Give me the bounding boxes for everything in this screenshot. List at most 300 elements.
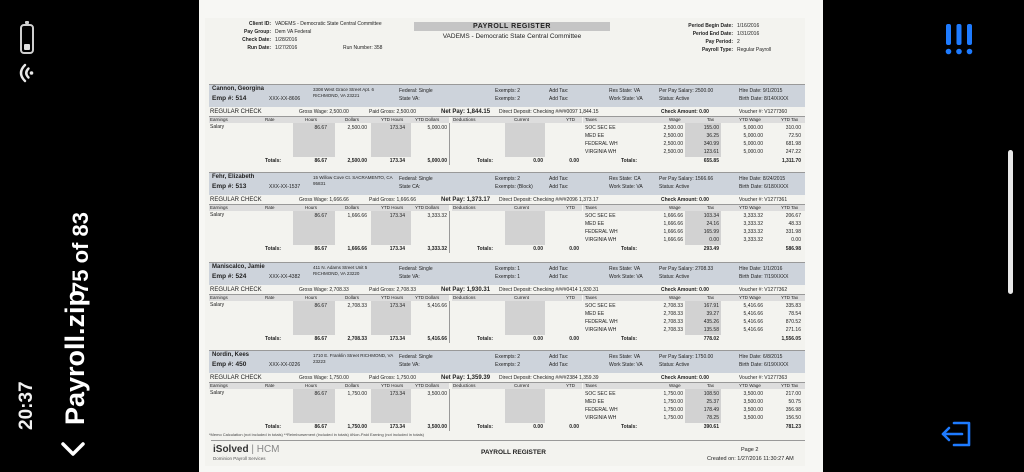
tax-row [583,149,805,156]
tax-row [583,221,805,228]
field-value: SOC SEC EE [585,391,616,397]
field-value: 86.67 [314,303,327,309]
tax-row [583,213,805,220]
field-value: Salary [210,390,225,396]
field-value: Exempts: 2 [495,354,521,360]
field-value: Totals: [621,336,638,342]
field-value: 870.52 [785,319,801,325]
field-value: REGULAR CHECK [210,109,262,115]
field-value: 0.00 [533,424,543,430]
field-value: Check Amount: 0.00 [661,109,709,115]
field-value: FEDERAL WH [585,319,618,325]
field-value: 1,750.00 [663,415,683,421]
field-value: Add Tax: [549,184,569,190]
field-value: 390.61 [703,424,719,430]
employee-info-bar [209,85,805,107]
field-value: Taxes [585,383,597,388]
field-value: 0.00 [569,336,579,342]
field-value: 3,500.00 [743,407,763,413]
field-value: Rate [265,383,275,388]
field-value: Rate [265,117,275,122]
field-value: 1,750.00 [663,407,683,413]
field-value: 2,708.33 [663,319,683,325]
field-value: Federal: Single [399,88,433,94]
field-value: Taxes [585,295,597,300]
field-value: Work State: VA [609,362,643,368]
field-value: 586.98 [785,246,801,252]
field-value: 5,416.66 [427,336,447,342]
field-value: Direct Deposit: Checking ####2384 1,359.39 [499,375,599,381]
tax-row [583,319,805,326]
field-value: YTD Hours [381,295,404,300]
net-pay: Net Pay: 1,930.31 [441,287,491,293]
field-value: Tax [707,117,715,122]
logo-subtitle: Dominion Payroll Services [213,456,266,461]
employee-number: Emp #: 450 [212,361,247,368]
field-value: YTD Wage [739,383,761,388]
field-value: Exempts: 2 [495,96,521,102]
field-value: 103.34 [703,213,719,219]
field-value: 173.34 [389,125,405,131]
field-value: Status: Active [659,96,690,102]
field-value: 39.27 [706,311,719,317]
field-value: 173.34 [389,336,405,342]
right-toolbar [924,0,1024,472]
field-value: 86.67 [314,391,327,397]
employee-info-bar [209,263,805,285]
field-value: 0.00 [709,237,719,243]
field-value: 25.37 [706,399,719,405]
employee-name: Cannon, Georgina [212,86,265,92]
field-value: YTD Hours [381,205,404,210]
field-value: 1,750.00 [663,391,683,397]
field-value: 655.85 [703,158,719,164]
field-value: Totals: [621,246,638,252]
field-value: 3,333.32 [427,213,447,219]
field-value: 331.98 [785,229,801,235]
field-value: Paid Gross: 2,500.00 [369,109,416,115]
field-value: Dollars [345,117,360,122]
field-value: Exempts: 2 [495,176,521,182]
field-value: 681.98 [785,141,801,147]
field-value: Dollars [345,383,360,388]
totals-row [209,424,805,432]
field-value: 271.16 [785,327,801,333]
tax-row [583,141,805,148]
footer [211,440,805,465]
field-value: 0.00 [533,246,543,252]
field-value: 2,500.00 [663,141,683,147]
field-value: 5,000.00 [427,158,447,164]
field-value: Earnings [210,295,228,300]
field-value: 78.25 [706,415,719,421]
field-value: 3,333.32 [743,229,763,235]
employee-address: 411 N. Adams Street Unit 5 RICHMOND, VA 23220 [313,265,368,276]
field-value: 2,708.33 [663,311,683,317]
field-value: YTD Wage [739,205,761,210]
field-value: FEDERAL WH [585,407,618,413]
footer-page: Page 2 [741,447,759,453]
field-value: 2,500.00 [347,158,367,164]
tax-row [583,237,805,244]
field-value: 293.49 [703,246,719,252]
field-value: Totals: [477,158,494,164]
employee-address: 15 Willow Cove Ct. SACRAMENTO, CA 95831 [313,175,393,186]
field-value: YTD Dollars [415,205,440,210]
cell [505,301,545,335]
field-value: Hire Date: 9/1/2015 [739,88,783,94]
field-value: 3,500.00 [743,415,763,421]
field-value: 3,500.00 [427,424,447,430]
field-value: Work State: VA [609,96,643,102]
field-value: 340.99 [703,141,719,147]
employee-number: Emp #: 513 [212,183,247,190]
field-value: Check Amount: 0.00 [661,375,709,381]
field-value: Add Tax: [549,96,569,102]
field-value: Voucher #: V1277363 [739,375,788,381]
field-value: Hours [305,295,318,300]
field-value: Dollars [345,205,360,210]
field-value: 5,416.66 [743,303,763,309]
field-value: Tax [707,383,715,388]
field-value: 2,500.00 [663,133,683,139]
field-value: FEDERAL WH [585,229,618,235]
field-value: 135.58 [703,327,719,333]
field-value: Exempts: 2 [495,362,521,368]
employee-address: 1710 E. Franklin Street RICHMOND, VA 23223 [313,353,393,364]
field-value: Paid Gross: 1,666.66 [369,197,416,203]
field-value: MED EE [585,133,605,139]
field-value: REGULAR CHECK [210,287,262,293]
field-value: Wage [669,205,681,210]
field-value: REGULAR CHECK [210,197,262,203]
field-value: 2,500.00 [347,125,367,131]
field-value: 72.50 [788,133,801,139]
field-value: Exempts: 2 [495,88,521,94]
field-value: YTD Wage [739,295,761,300]
field-value: 86.67 [314,125,327,131]
field-value: Voucher #: V1277360 [739,109,788,115]
field-value: Exempts: (Block) [495,184,533,190]
field-value: Add Tax: [549,274,569,280]
field-value: 217.00 [785,391,801,397]
field-value: SOC SEC EE [585,303,616,309]
field-value: Salary [210,124,225,130]
field-value: VIRGINIA WH [585,237,617,243]
field-value: Deductions [453,383,476,388]
field-value: Direct Deposit: Checking ####0414 1,930.31 [499,287,599,293]
payroll-register-document [205,18,805,466]
field-value: 1,666.66 [663,213,683,219]
field-value: Earnings [210,205,228,210]
field-value: Hire Date: 1/1/2016 [739,266,783,272]
field-value: 173.34 [389,158,405,164]
field-value: MED EE [585,399,605,405]
field-value: Hours [305,205,318,210]
field-value: 86.67 [314,246,327,252]
field-value: Res State: VA [609,266,641,272]
field-value: Totals: [477,336,494,342]
field-value: VIRGINIA WH [585,149,617,155]
check-summary-row [209,196,805,205]
field-value: Voucher #: V1277361 [739,197,788,203]
field-value: Totals: [477,246,494,252]
field-value: Status: Active [659,362,690,368]
field-value: 778.02 [703,336,719,342]
back-chevron-icon[interactable] [60,436,86,462]
field-value: YTD Tax [781,205,799,210]
field-value: 2,500.00 [663,125,683,131]
field-value: Gross Wage: 2,708.33 [299,287,349,293]
field-value: Earnings [210,117,228,122]
employee-record [209,172,805,263]
field-value: Gross Wage: 1,666.66 [299,197,349,203]
employee-info-bar [209,173,805,195]
field-value: Add Tax: [549,354,569,360]
field-value: Rate [265,205,275,210]
field-value: YTD Hours [381,383,404,388]
field-value: 173.34 [389,246,405,252]
field-value: 86.67 [314,213,327,219]
field-value: YTD [566,117,575,122]
footer-title: PAYROLL REGISTER [481,449,546,456]
field-value: YTD [566,383,575,388]
field-value: Birth Date: 6/18/XXXX [739,184,789,190]
wifi-icon [16,62,38,84]
field-value: 0.00 [569,246,579,252]
field-value: 5,000.00 [743,149,763,155]
field-value: Deductions [453,117,476,122]
field-value: 1,556.05 [781,336,801,342]
field-value: YTD [566,205,575,210]
field-value: Current [514,117,530,122]
field-value: Paid Gross: 2,708.33 [369,287,416,293]
field-value: Taxes [585,117,597,122]
field-value: 0.00 [533,336,543,342]
tax-row [583,133,805,140]
field-value: Res State: VA [609,354,641,360]
field-value: 5,000.00 [743,125,763,131]
field-value: 48.33 [788,221,801,227]
field-value: 86.67 [314,336,327,342]
field-value: 1,750.00 [347,391,367,397]
field-value: 2,708.33 [347,303,367,309]
field-value: Work State: VA [609,274,643,280]
cell [505,123,545,157]
field-value: 50.75 [788,399,801,405]
field-value: State VA: [399,362,420,368]
tax-row [583,303,805,310]
field-value: Birth Date: 6/19/XXXX [739,362,789,368]
field-value: Exempts: 1 [495,274,521,280]
field-value: Direct Deposit: Checking ####2096 1,373.17 [499,197,599,203]
field-value: 5,416.66 [427,303,447,309]
field-value: Add Tax: [549,266,569,272]
field-value: State CA: [399,184,421,190]
field-value: Totals: [265,158,282,164]
field-value: 2,708.33 [663,327,683,333]
field-value: Status: Active [659,274,690,280]
field-value: MED EE [585,221,605,227]
net-pay: Net Pay: 1,359.39 [441,375,491,381]
field-value: 1,666.66 [347,246,367,252]
field-value: Paid Gross: 1,750.00 [369,375,416,381]
tax-row [583,229,805,236]
tax-row [583,415,805,422]
field-value: 3,500.00 [743,399,763,405]
field-value: YTD Tax [781,383,799,388]
field-value: 3,333.32 [743,237,763,243]
field-value: Res State: VA [609,88,641,94]
file-name-title: Payroll.zip [60,289,90,425]
field-value: Direct Deposit: Checking ####0097 1,844.15 [499,109,599,115]
employee-ssn: XXX-XX-4382 [269,274,301,280]
header-center [414,22,610,40]
tax-row [583,407,805,414]
footer-legend: *Memo Calculation (not included in totals) **Reimbursement (included in totals) #Non-Paid Earning (not included in totals) [209,432,424,437]
employee-record [209,84,805,175]
field-value: YTD Hours [381,117,404,122]
field-value: 173.34 [389,303,405,309]
employee-record [209,262,805,353]
field-value: Work State: VA [609,184,643,190]
field-value: 0.00 [569,424,579,430]
field-value: Current [514,205,530,210]
totals-row [209,336,805,344]
field-value: 1,750.00 [347,424,367,430]
field-value: 167.91 [703,303,719,309]
header-left: Client ID: VADEMS - Democratic State Central Committee Pay Group: Dem VA Federal Check Date: 1/28/2016 Run Date: 1/27/2016 Run Number: 358 [242,21,383,51]
field-value: Deductions [453,295,476,300]
field-value: 1,666.66 [663,229,683,235]
field-value: 2,500.00 [663,149,683,155]
field-value: YTD Dollars [415,383,440,388]
field-value: 5,000.00 [427,125,447,131]
check-summary-row [209,108,805,117]
field-value: Hours [305,117,318,122]
tax-row [583,327,805,334]
employee-record [209,350,805,441]
field-value: 0.00 [533,158,543,164]
field-value: State VA: [399,96,420,102]
isolved-logo: iSolved | HCM [213,444,280,455]
field-value: Tax [707,205,715,210]
field-value: Voucher #: V1277362 [739,287,788,293]
field-value: YTD Wage [739,117,761,122]
field-value: FEDERAL WH [585,141,618,147]
field-value: YTD Tax [781,295,799,300]
field-value: 0.00 [791,237,801,243]
field-value: 310.00 [785,125,801,131]
field-value: VIRGINIA WH [585,327,617,333]
field-value: Totals: [621,424,638,430]
scroll-indicator[interactable] [1008,150,1013,294]
employee-address: 3308 West Grace Street Apt. 6 RICHMOND, VA 23221 [313,87,374,98]
field-value: Salary [210,212,225,218]
tax-row [583,311,805,318]
check-summary-row [209,286,805,295]
field-value: Current [514,295,530,300]
exit-icon[interactable] [940,418,974,450]
field-value: 173.34 [389,213,405,219]
field-value: Res State: CA [609,176,641,182]
field-value: 5,416.66 [743,311,763,317]
field-value: 155.00 [703,125,719,131]
field-value: Federal: Single [399,354,433,360]
field-value: 3,333.32 [743,221,763,227]
battery-icon [20,24,34,54]
document-page[interactable] [199,0,823,472]
field-value: Birth Date: 7/19/XXXX [739,274,789,280]
field-value: 1,666.66 [663,221,683,227]
field-value: Wage [669,295,681,300]
field-value: 123.61 [703,149,719,155]
tax-row [583,399,805,406]
field-value: YTD [566,295,575,300]
field-value: Taxes [585,205,597,210]
field-value: 3,500.00 [427,391,447,397]
report-title: PAYROLL REGISTER [414,22,610,31]
field-value: Totals: [265,246,282,252]
status-bar [0,0,108,472]
field-value: 356.98 [785,407,801,413]
field-value: Totals: [265,424,282,430]
field-value: 5,416.66 [743,327,763,333]
field-value: Hire Date: 6/8/2015 [739,354,783,360]
cell [505,211,545,245]
exclamation-icon[interactable] [944,22,974,56]
field-value: 206.67 [785,213,801,219]
field-value: Wage [669,117,681,122]
field-value: YTD Dollars [415,117,440,122]
field-value: 2,708.33 [347,336,367,342]
field-value: Per Pay Salary: 2708.33 [659,266,714,272]
field-value: Add Tax: [549,362,569,368]
field-value: 781.23 [785,424,801,430]
employee-name: Nordin, Kees [212,352,250,358]
field-value: 3,333.32 [427,246,447,252]
field-value: SOC SEC EE [585,213,616,219]
field-value: 5,416.66 [743,319,763,325]
field-value: REGULAR CHECK [210,375,262,381]
field-value: SOC SEC EE [585,125,616,131]
field-value: Earnings [210,383,228,388]
field-value: 173.34 [389,424,405,430]
field-value: Wage [669,383,681,388]
field-value: Totals: [477,424,494,430]
field-value: Rate [265,295,275,300]
field-value: 1,311.70 [781,158,801,164]
field-value: Deductions [453,205,476,210]
check-summary-row [209,374,805,383]
field-value: 3,333.32 [743,213,763,219]
field-value: Totals: [621,158,638,164]
field-value: Salary [210,302,225,308]
field-value: 24.16 [706,221,719,227]
field-value: Check Amount: 0.00 [661,197,709,203]
field-value: Hire Date: 8/24/2015 [739,176,786,182]
employee-number: Emp #: 514 [212,95,247,102]
field-value: 5,000.00 [743,133,763,139]
field-value: 36.25 [706,133,719,139]
employee-ssn: XXX-XX-8606 [269,96,301,102]
field-value: Per Pay Salary: 1750.00 [659,354,714,360]
tax-row [583,391,805,398]
field-value: Tax [707,295,715,300]
field-value: Gross Wage: 2,500.00 [299,109,349,115]
totals-row [209,158,805,166]
field-value: Hours [305,383,318,388]
